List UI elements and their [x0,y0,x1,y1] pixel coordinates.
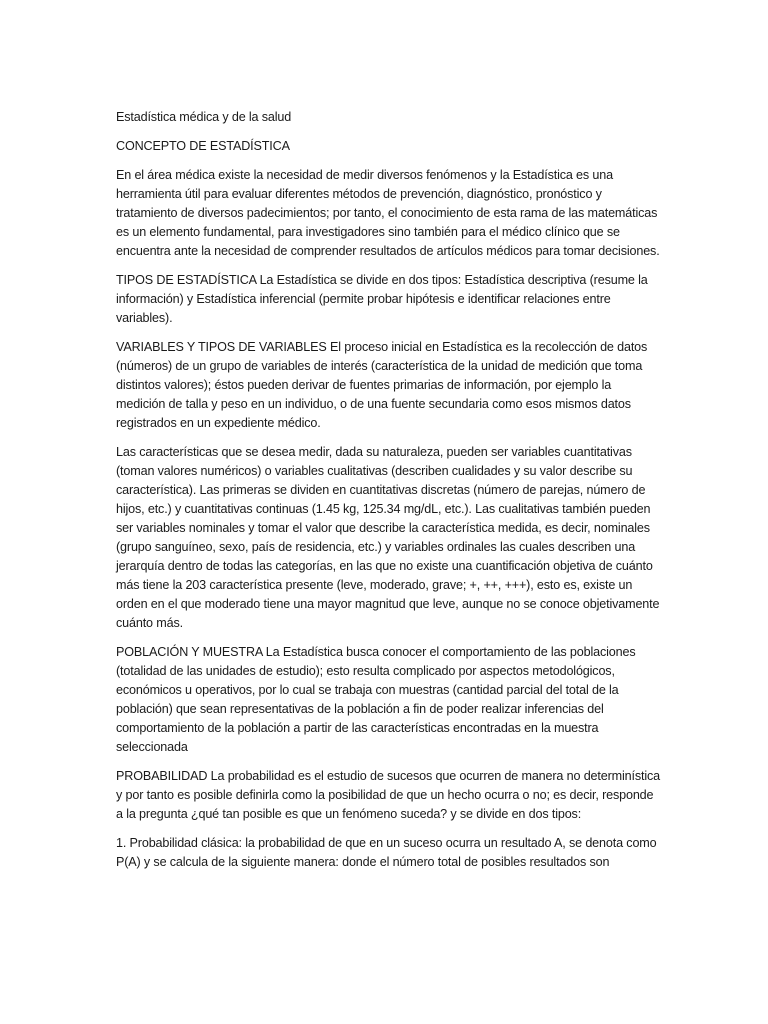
paragraph-probabilidad-clasica: 1. Probabilidad clásica: la probabilidad de que en un suceso ocurra un resultado A, se denota como P(A) y se calcula de la siguiente manera: donde el número total de posibles resultados son [116,836,657,869]
paragraph-concepto: En el área médica existe la necesidad de medir diversos fenómenos y la Estadística es una herramienta útil para evaluar diferentes métodos de prevención, diagnóstico, pronóstico y tratamiento de diversos padecimientos; por tanto, el conocimiento de esta rama de las matemáticas es un elemento fundamental, para investigadores sino también para el médico clínico que se encuentra ante la necesidad de comprender resultados de artículos médicos para tomar decisiones. [116,168,660,258]
document-body [116,108,662,882]
paragraph-tipos-de-estadistica: TIPOS DE ESTADÍSTICA La Estadística se divide en dos tipos: Estadística descriptiva (resume la información) y Estadística inferencial (permite probar hipótesis e identificar relaciones entre variables). [116,273,648,325]
document-title: Estadística médica y de la salud [116,110,292,124]
paragraph-poblacion-y-muestra: POBLACIÓN Y MUESTRA La Estadística busca conocer el comportamiento de las poblaciones (totalidad de las unidades de estudio); esto resulta complicado por aspectos metodológicos, económicos u operativos, por lo cual se trabaja con muestras (cantidad parcial del total de la población) que sean representativas de la población a fin de poder realizar inferencias del comportamiento de la población a partir de las características encontradas en la muestra seleccionada [116,645,636,754]
paragraph-caracteristicas: Las características que se desea medir, dada su naturaleza, pueden ser variables cuantitativas (toman valores numéricos) o variables cualitativas (describen cualidades y su valor describe su característica). Las primeras se dividen en cuantitativas discretas (número de parejas, número de hijos, etc.) y cuantitativas continuas (1.45 kg, 125.34 mg/dL, etc.). Las cualitativas también pueden ser variables nominales y tomar el valor que describe la característica medida, es decir, nominales (grupo sanguíneo, sexo, país de residencia, etc.) y variables ordinales las cuales describen una jerarquía dentro de todas las categorías, en las que no existe una cuantificación objetiva de cuánto más tiene la 203 característica presente (leve, moderado, grave; +, ++, +++), esto es, existe un orden en el que moderado tiene una mayor magnitud que leve, aunque no se conoce objetivamente cuánto más. [116,445,660,630]
paragraph-variables: VARIABLES Y TIPOS DE VARIABLES El proceso inicial en Estadística es la recolección de datos (números) de un grupo de variables de interés (característica de la unidad de medición que toma distintos valores); éstos pueden derivar de fuentes primarias de información, por ejemplo la medición de talla y peso en un individuo, o de una fuente secundaria como esos mismos datos registrados en un expediente médico. [116,340,648,430]
section-heading-concepto: CONCEPTO DE ESTADÍSTICA [116,139,290,153]
paragraph-probabilidad: PROBABILIDAD La probabilidad es el estudio de sucesos que ocurren de manera no determinística y por tanto es posible definirla como la posibilidad de que un hecho ocurra o no; es decir, responde a la pregunta ¿qué tan posible es que un fenómeno suceda? y se divide en dos tipos: [116,769,660,821]
